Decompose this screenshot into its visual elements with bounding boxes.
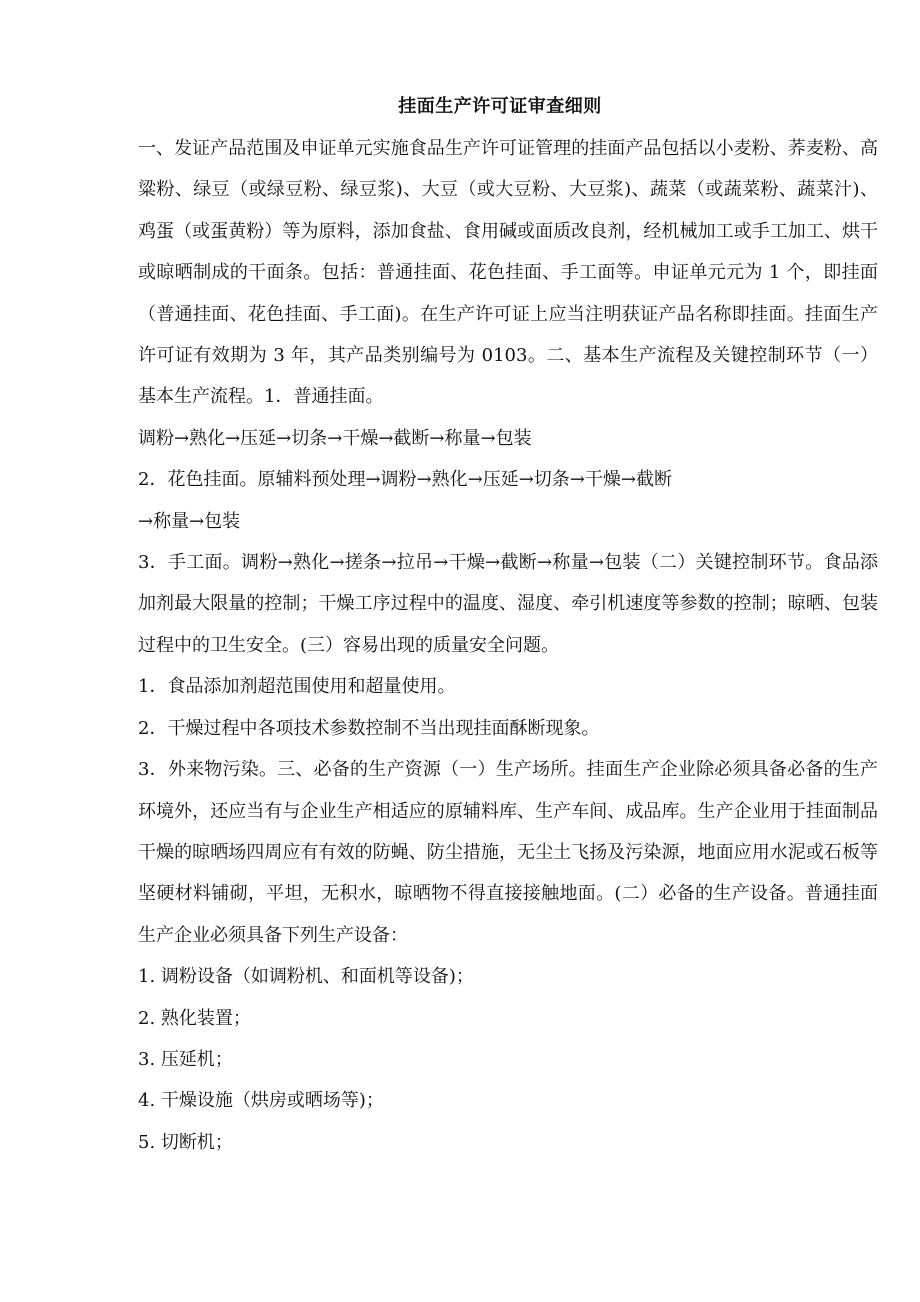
equipment-item-1: 1. 调粉设备（如调粉机、和面机等设备)；: [138, 966, 474, 988]
equipment-item-5: 5. 切断机；: [138, 1131, 233, 1153]
flow-fancy-noodles-continued: →称量→包装: [138, 510, 241, 532]
flow-fancy-noodles: 2．花色挂面。原辅料预处理→调粉→熟化→压延→切条→干燥→截断: [138, 469, 672, 491]
document-body: [138, 128, 878, 1163]
paragraph-scope-and-process: 一、发证产品范围及申证单元实施食品生产许可证管理的挂面产品包括以小麦粉、荞麦粉、高粱粉、绿豆（或绿豆粉、绿豆浆)、大豆（或大豆粉、大豆浆)、蔬菜（或蔬菜粉、蔬菜汁)、鸡蛋（或蛋黄粉）等为原料，添加食盐、食用碱或面质改良剂，经机械加工或手工加工、烘干或晾晒制成的干面条。包括：普通挂面、花色挂面、手工面等。申证单元元为 1 个，即挂面（普通挂面、花色挂面、手工面)。在生产许可证上应当注明获证产品名称即挂面。挂面生产许可证有效期为 3 年，其产品类别编号为 0103。二、基本生产流程及关键控制环节（一）基本生产流程。1．普通挂面。: [138, 138, 878, 408]
flow-ordinary-noodles: 调粉→熟化→压延→切条→干燥→截断→称量→包装: [138, 427, 532, 449]
equipment-item-4: 4. 干燥设施（烘房或晒场等)；: [138, 1090, 384, 1112]
equipment-item-2: 2. 熟化装置；: [138, 1007, 251, 1029]
paragraph-handmade-and-controls: 3．手工面。调粉→熟化→搓条→拉吊→干燥→截断→称量→包装（二）关键控制环节。食品添加剂最大限量的控制；干燥工序过程中的温度、湿度、牵引机速度等参数的控制；晾晒、包装过程中的卫生安全。(三）容易出现的质量安全问题。: [138, 552, 878, 656]
document-title: 挂面生产许可证审查细则: [398, 96, 602, 117]
issue-item-2: 2．干燥过程中各项技术参数控制不当出现挂面酥断现象。: [138, 717, 600, 739]
equipment-item-3: 3. 压延机；: [138, 1048, 233, 1070]
issue-item-1: 1．食品添加剂超范围使用和超量使用。: [138, 676, 456, 698]
paragraph-production-resources: 3．外来物污染。三、必备的生产资源（一）生产场所。挂面生产企业除必须具备必备的生产环境外，还应当有与企业生产相适应的原辅料库、生产车间、成品库。生产企业用于挂面制品干燥的晾晒场四周应有有效的防蝇、防尘措施，无尘土飞扬及污染源，地面应用水泥或石板等坚硬材料铺砌，平坦，无积水，晾晒物不得直接接触地面。(二）必备的生产设备。普通挂面生产企业必须具备下列生产设备：: [138, 759, 878, 946]
